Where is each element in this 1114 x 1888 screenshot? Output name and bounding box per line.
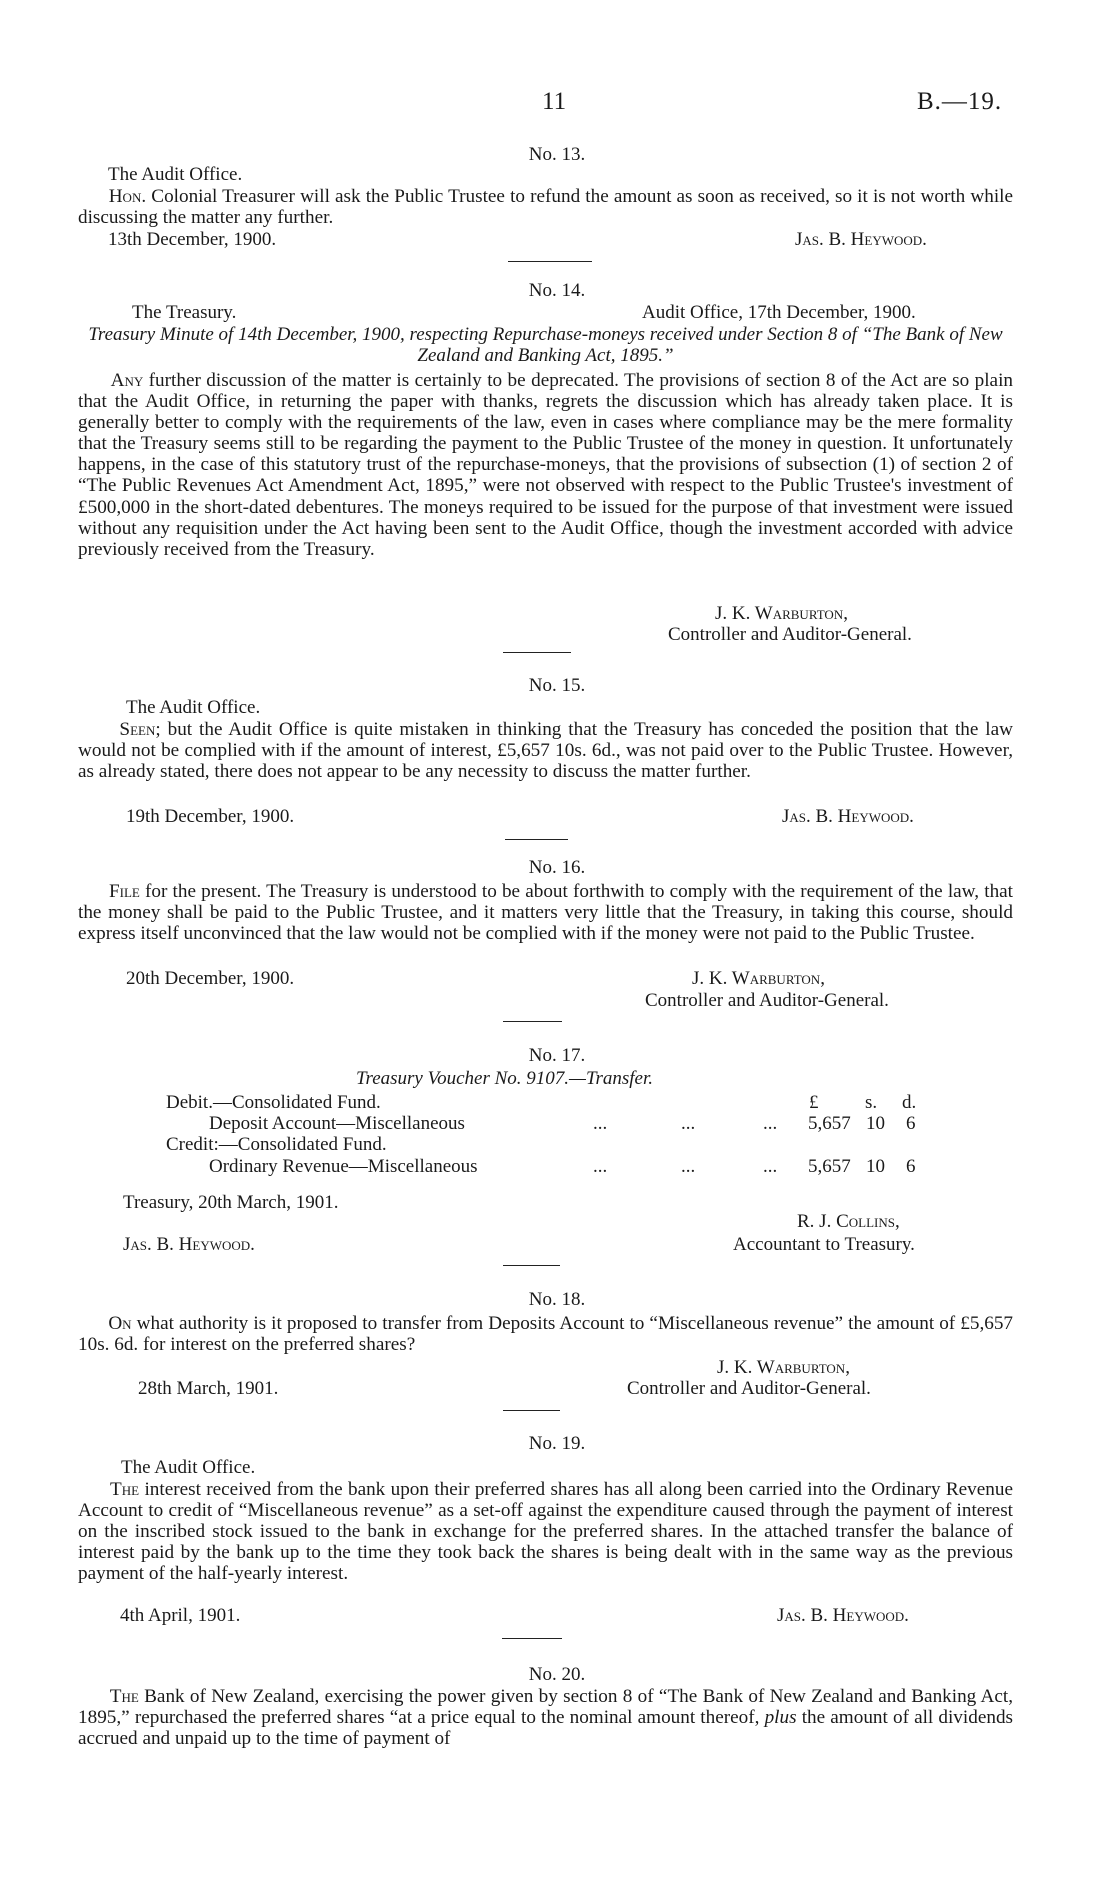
n14-lead: Any — [110, 370, 144, 391]
n13-body — [78, 186, 1013, 228]
n13-title: No. 13. — [528, 144, 586, 165]
n20-title: No. 20. — [528, 1664, 586, 1685]
n14-signature-title: Controller and Auditor-General. — [668, 624, 912, 645]
n13-addressee: The Audit Office. — [108, 164, 243, 185]
n14-signature: J. K. Warburton, — [715, 603, 848, 624]
n17-signature-title: Accountant to Treasury. — [733, 1234, 915, 1255]
credit-leader-3: ... — [763, 1156, 778, 1177]
n20-text-before: Bank of New Zealand, exercising the power given by section 8 of “The Bank of New Zealand and Banking Act, 1895,” repurchased the preferred shares “at a price equal to the nominal amount thereof, — [78, 1686, 1014, 1729]
n17-left-signature: Jas. B. Heywood. — [123, 1234, 255, 1255]
n20-lead: The — [109, 1686, 139, 1707]
n18-text: what authority is it proposed to transfer from Deposits Account to “Miscellaneous revenue” the amount of £5,657 10s. 6d. for interest on the preferred shares? — [78, 1313, 1014, 1356]
page-number: 11 — [542, 88, 567, 115]
col-shillings-header: s. — [865, 1092, 878, 1113]
debit-leader-1: ... — [593, 1113, 608, 1134]
n16-title: No. 16. — [528, 857, 586, 878]
n20-body — [78, 1686, 1013, 1749]
document-reference: B.—19. — [917, 88, 1003, 115]
divider-13 — [508, 261, 592, 262]
n18-body — [78, 1313, 1013, 1355]
n20-text-after: the amount of all dividends accrued and unpaid up to the time of payment of — [78, 1707, 1014, 1750]
divider-14 — [503, 652, 571, 653]
debit-label: Debit.—Consolidated Fund. — [166, 1092, 381, 1113]
divider-17 — [503, 1265, 560, 1266]
n16-date: 20th December, 1900. — [126, 968, 295, 989]
n19-body — [78, 1479, 1013, 1584]
debit-leader-3: ... — [763, 1113, 778, 1134]
credit-account: Ordinary Revenue—Miscellaneous — [209, 1156, 478, 1177]
n14-subject: Treasury Minute of 14th December, 1900, respecting Repurchase-moneys received under Section 8 of “The Bank of New Zealand and Banking Act, 1895.” — [88, 324, 1003, 366]
n19-signature: Jas. B. Heywood. — [777, 1605, 909, 1626]
n13-signature: Jas. B. Heywood. — [795, 229, 927, 250]
n15-addressee: The Audit Office. — [126, 697, 261, 718]
n15-text: ; but the Audit Office is quite mistaken in thinking that the Treasury has conceded the position that the law would not be complied with if the amount of interest, £5,657 10s. 6d., was not paid over to the Public Trustee. However, as already stated, there does not appear to be any necessity to discuss the matter further. — [78, 719, 1013, 783]
col-pence-header: d. — [902, 1092, 917, 1113]
n18-lead: On — [108, 1313, 132, 1334]
n13-text: Colonial Treasurer will ask the Public Trustee to refund the amount as soon as received, so it is not worth while discussing the matter any further. — [78, 186, 1013, 229]
n16-signature: J. K. Warburton, — [692, 968, 825, 989]
n19-date: 4th April, 1901. — [120, 1605, 241, 1626]
n18-signature-title: Controller and Auditor-General. — [627, 1378, 871, 1399]
n17-subtitle: Treasury Voucher No. 9107.—Transfer. — [356, 1068, 653, 1089]
n17-place-date: Treasury, 20th March, 1901. — [123, 1192, 339, 1213]
n15-body — [78, 719, 1013, 782]
divider-16 — [503, 1021, 562, 1022]
credit-pence: 6 — [906, 1156, 916, 1177]
n14-text: further discussion of the matter is certainly to be deprecated. The provisions of section 8 of the Act are so plain that the Audit Office, in returning the paper with thanks, regrets the discussion which has already taken place. It is generally better to comply with the requirements of the law, even in cases where compliance may be the mere formality that the Treasury seems still to be regarding the payment to the Public Trustee of the money in question. It unfortunately happens, in the case of this statutory trust of the repurchase-moneys, that the provisions of subsection (1) of section 2 of “The Public Revenues Act Amendment Act, 1895,” were not observed with respect to the Public Trustee's investment of £500,000 in the short-dated debentures. The moneys required to be issued for the purpose of that investment were issued without any requisition under the Act having been sent to the Audit Office, though the investment accorded with advice previously received from the Treasury. — [78, 370, 1013, 560]
credit-shillings: 10 — [866, 1156, 885, 1177]
n18-date: 28th March, 1901. — [138, 1378, 279, 1399]
divider-18 — [503, 1410, 560, 1411]
n18-title: No. 18. — [528, 1289, 586, 1310]
credit-leader-2: ... — [681, 1156, 696, 1177]
n18-signature: J. K. Warburton, — [717, 1357, 850, 1378]
debit-pence: 6 — [906, 1113, 916, 1134]
n13-date: 13th December, 1900. — [108, 229, 277, 250]
n16-signature-title: Controller and Auditor-General. — [645, 990, 889, 1011]
divider-15 — [505, 839, 568, 840]
debit-shillings: 10 — [866, 1113, 885, 1134]
n19-text: interest received from the bank upon their preferred shares has all along been carried into the Ordinary Revenue Account to credit of “Miscellaneous revenue” as a set-off against the expenditure caused through the payment of interest on the inscribed stock issued to the bank in exchange for the preferred shares. In the attached transfer the balance of interest paid by the bank up to the time they took back the shares is being dealt with in the same way as the previous payment of the half-yearly interest. — [78, 1479, 1013, 1585]
n14-title: No. 14. — [528, 280, 586, 301]
credit-pounds: 5,657 — [808, 1156, 851, 1177]
n16-body — [78, 881, 1013, 944]
n17-title: No. 17. — [528, 1045, 586, 1066]
n16-lead: File — [108, 881, 140, 902]
n16-text: for the present. The Treasury is understood to be about forthwith to comply with the requirement of the law, that the money shall be paid to the Public Trustee, and it matters very little that the Treasury, in taking this course, should express itself unconvinced that the law would not be complied with if the money were not paid to the Public Trustee. — [78, 881, 1014, 945]
n19-title: No. 19. — [528, 1433, 586, 1454]
n13-lead: Hon. — [108, 186, 147, 207]
n15-date: 19th December, 1900. — [126, 806, 295, 827]
credit-leader-1: ... — [593, 1156, 608, 1177]
n15-signature: Jas. B. Heywood. — [782, 806, 914, 827]
n14-addressee: The Treasury. — [132, 302, 237, 323]
n15-lead: Seen — [119, 719, 156, 740]
n14-place-date: Audit Office, 17th December, 1900. — [642, 302, 916, 323]
n15-title: No. 15. — [528, 675, 586, 696]
divider-19 — [502, 1638, 562, 1639]
debit-leader-2: ... — [681, 1113, 696, 1134]
n20-emphasis: plus — [764, 1707, 797, 1729]
n14-body — [78, 370, 1013, 560]
n19-addressee: The Audit Office. — [121, 1457, 256, 1478]
credit-label: Credit:—Consolidated Fund. — [166, 1134, 387, 1155]
col-pounds-header: £ — [809, 1092, 819, 1113]
n17-signature: R. J. Collins, — [797, 1211, 900, 1232]
debit-account: Deposit Account—Miscellaneous — [209, 1113, 465, 1134]
debit-pounds: 5,657 — [808, 1113, 851, 1134]
n19-lead: The — [110, 1479, 140, 1500]
